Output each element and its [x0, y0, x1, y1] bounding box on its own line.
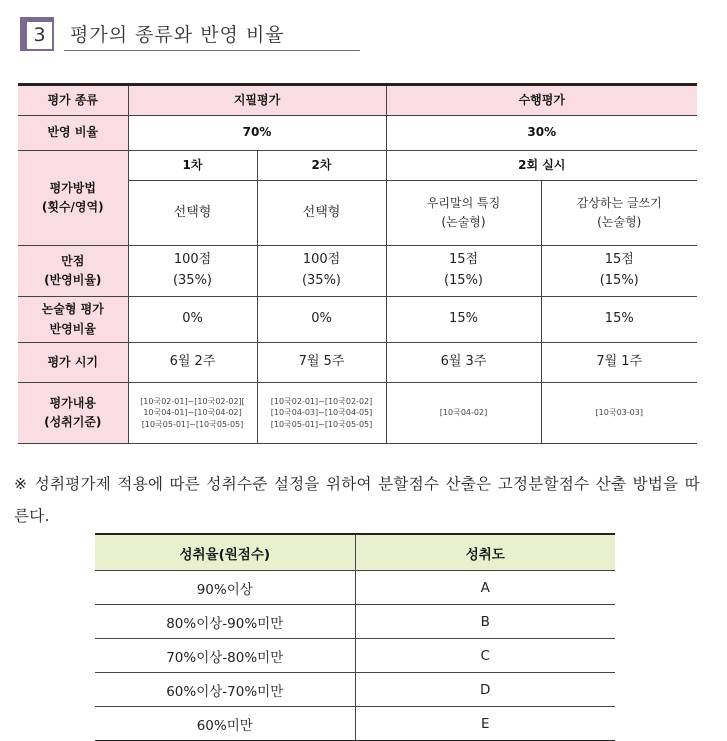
method-perf2-line1: 감상하는 글쓰기	[576, 195, 662, 210]
header-performance-test: 수행평가	[386, 85, 697, 116]
section-number: 3	[26, 21, 53, 50]
score-c1-line1: 100점	[173, 252, 212, 268]
score-c3	[386, 246, 541, 297]
essay-c3: 15%	[386, 297, 541, 343]
grade-row	[95, 707, 615, 741]
content-c2	[257, 383, 386, 444]
grade-level: D	[355, 673, 615, 707]
grade-row	[95, 571, 615, 605]
label-method	[18, 151, 128, 246]
label-content-line2: (성취기준)	[44, 415, 102, 429]
content-c1-line1: [10국02-01]~[10국02-02][	[140, 396, 245, 406]
score-c1	[128, 246, 257, 297]
content-c1-line2: 10국04-01]~[10국04-02]	[143, 408, 242, 418]
row-ratio	[18, 116, 697, 151]
grade-rate: 80%이상-90%미만	[95, 605, 355, 639]
content-c2-line1: [10국02-01]~[10국02-02]	[270, 396, 373, 406]
performance-ratio: 30%	[386, 116, 697, 151]
written-ratio: 70%	[128, 116, 386, 151]
score-c2	[257, 246, 386, 297]
method-performance-count: 2회 실시	[386, 151, 697, 181]
grade-row	[95, 605, 615, 639]
grade-header-row	[95, 534, 615, 571]
heading-underline	[64, 50, 360, 51]
content-c4: [10국03-03]	[541, 383, 697, 444]
row-score	[18, 246, 697, 297]
content-c2-line3: [10국05-01]~[10국05-05]	[270, 419, 373, 429]
essay-c2: 0%	[257, 297, 386, 343]
row-method-header	[18, 151, 697, 181]
label-score-line2: (반영비율)	[44, 273, 102, 287]
label-timing: 평가 시기	[18, 343, 128, 383]
label-ratio: 반영 비율	[18, 116, 128, 151]
grade-header-level: 성취도	[355, 534, 615, 571]
label-score	[18, 246, 128, 297]
grade-level: A	[355, 571, 615, 605]
timing-c3: 6월 3주	[386, 343, 541, 383]
note-paragraph: ※ 성취평가제 적용에 따른 성취수준 설정을 위하여 분할점수 산출은 고정분할점수 산출 방법을 따른다.	[14, 475, 700, 525]
method-perf1-line1: 우리말의 특징	[426, 195, 501, 210]
row-evaluation-type	[18, 85, 697, 116]
grade-rate: 70%이상-80%미만	[95, 639, 355, 673]
method-perf1-line2: (논술형)	[441, 215, 486, 229]
grade-level: E	[355, 707, 615, 741]
method-perf1	[386, 181, 541, 246]
method-first: 1차	[128, 151, 257, 181]
grade-rate: 90%이상	[95, 571, 355, 605]
content-c1-line3: [10국05-01]~[10국05-05]	[141, 419, 244, 429]
score-c4	[541, 246, 697, 297]
method-perf2-line2: (논술형)	[597, 215, 642, 229]
timing-c2: 7월 5주	[257, 343, 386, 383]
section-number-badge	[20, 17, 54, 51]
header-written-test: 지필평가	[128, 85, 386, 116]
essay-c1: 0%	[128, 297, 257, 343]
essay-c4: 15%	[541, 297, 697, 343]
grade-table	[95, 533, 615, 741]
label-essay-line1: 논술형 평가	[41, 302, 104, 317]
score-c2-line2: (35%)	[301, 273, 342, 288]
grade-level: B	[355, 605, 615, 639]
label-content-line1: 평가내용	[49, 395, 96, 410]
timing-c4: 7월 1주	[541, 343, 697, 383]
score-c4-line2: (15%)	[599, 273, 639, 288]
label-method-line2: (횟수/영역)	[41, 200, 104, 214]
content-c3: [10국04-02]	[386, 383, 541, 444]
timing-c1: 6월 2주	[128, 343, 257, 383]
score-c3-line1: 15점	[448, 252, 479, 268]
score-c1-line2: (35%)	[172, 273, 213, 288]
grade-level: C	[355, 639, 615, 673]
score-c4-line1: 15점	[604, 252, 634, 268]
content-c2-line2: [10국04-03]~[10국04-05]	[270, 408, 373, 418]
evaluation-table	[18, 83, 697, 444]
section-title: 평가의 종류와 반영 비율	[70, 24, 285, 46]
row-essay	[18, 297, 697, 343]
score-c3-line2: (15%)	[443, 273, 484, 288]
grade-row	[95, 673, 615, 707]
section-heading	[20, 17, 360, 53]
method-second-type: 선택형	[257, 181, 386, 246]
label-score-line1: 만점	[61, 253, 85, 268]
method-first-type: 선택형	[128, 181, 257, 246]
label-essay-line2: 반영비율	[49, 321, 96, 336]
grade-row	[95, 639, 615, 673]
grade-rate: 60%이상-70%미만	[95, 673, 355, 707]
label-method-line1: 평가방법	[49, 180, 96, 195]
row-content	[18, 383, 697, 444]
label-essay	[18, 297, 128, 343]
label-evaluation-type: 평가 종류	[18, 85, 128, 116]
row-timing	[18, 343, 697, 383]
method-second: 2차	[257, 151, 386, 181]
label-content	[18, 383, 128, 444]
method-perf2	[541, 181, 697, 246]
score-c2-line1: 100점	[302, 252, 341, 268]
content-c1	[128, 383, 257, 444]
grade-header-rate: 성취율(원점수)	[95, 534, 355, 571]
grade-rate: 60%미만	[95, 707, 355, 741]
